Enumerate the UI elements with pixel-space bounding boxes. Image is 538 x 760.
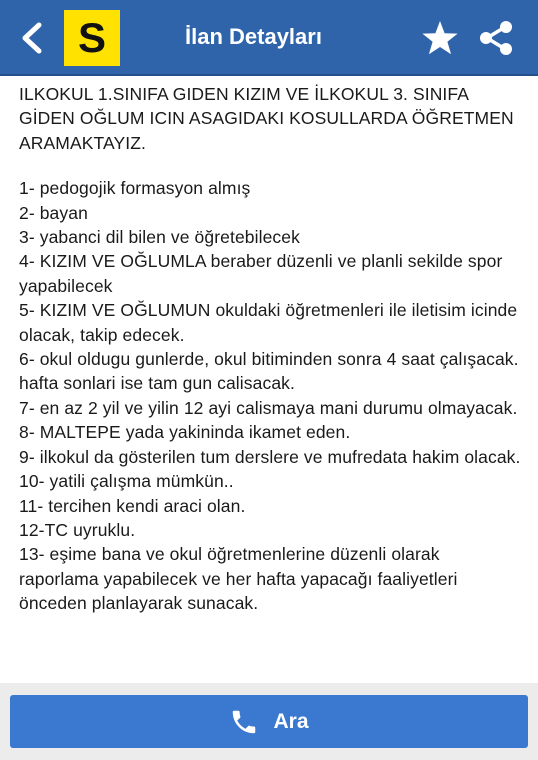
call-button-label: Ara: [273, 709, 309, 733]
share-icon: [478, 20, 514, 56]
call-button[interactable]: [10, 695, 528, 748]
requirement-item: 4- KIZIM VE OĞLUMLA beraber düzenli ve planli sekilde spor yapabilecek: [19, 251, 503, 296]
page-title: İlan Detayları: [185, 24, 322, 49]
star-icon: [421, 20, 459, 56]
favorite-button[interactable]: [420, 18, 460, 58]
requirement-item: 9- ilkokul da gösterilen tum derslere ve mufredata hakim olacak.: [19, 446, 521, 467]
requirement-item: 3- yabanci dil bilen ve öğretebilecek: [19, 227, 300, 248]
bottom-action-bar: [0, 683, 538, 760]
requirement-item: 5- KIZIM VE OĞLUMUN okuldaki öğretmenleri ile iletisim icinde olacak, takip edecek.: [19, 300, 518, 345]
requirement-item: 2- bayan: [19, 202, 88, 223]
requirement-item: 1- pedogojik formasyon almış: [19, 178, 251, 199]
requirements-list: [19, 176, 522, 615]
requirement-item: 6- okul oldugu gunlerde, okul bitiminden sonra 4 saat çalışacak. hafta sonlari ise tam gun calisacak.: [19, 349, 519, 394]
listing-description: [0, 76, 538, 680]
requirement-item: 7- en az 2 yil ve yilin 12 ayi calismaya mani durumu olmayacak.: [19, 397, 518, 418]
logo-letter: S: [77, 14, 106, 61]
top-app-bar: [0, 0, 538, 76]
phone-icon: [229, 707, 259, 737]
app-logo: [64, 10, 120, 66]
share-button[interactable]: [476, 18, 516, 58]
requirement-item: 11- tercihen kendi araci olan.: [19, 495, 246, 516]
requirement-item: 8- MALTEPE yada yakininda ikamet eden.: [19, 422, 351, 443]
listing-intro: ILKOKUL 1.SINIFA GIDEN KIZIM VE İLKOKUL 3. SINIFA GİDEN OĞLUM ICIN ASAGIDAKI KOSULLARDA ÖĞRETMEN ARAMAKTAYIZ.: [19, 84, 514, 153]
chevron-left-icon: [19, 21, 45, 55]
requirement-item: 10- yatili çalışma mümkün..: [19, 471, 234, 492]
requirement-item: 12-TC uyruklu.: [19, 519, 136, 540]
requirement-item: 13- eşime bana ve okul öğretmenlerine düzenli olarak raporlama yapabilecek ve her hafta yapacağı faaliyetleri önceden planlayarak sunacak.: [19, 544, 458, 614]
back-button[interactable]: [12, 18, 52, 58]
